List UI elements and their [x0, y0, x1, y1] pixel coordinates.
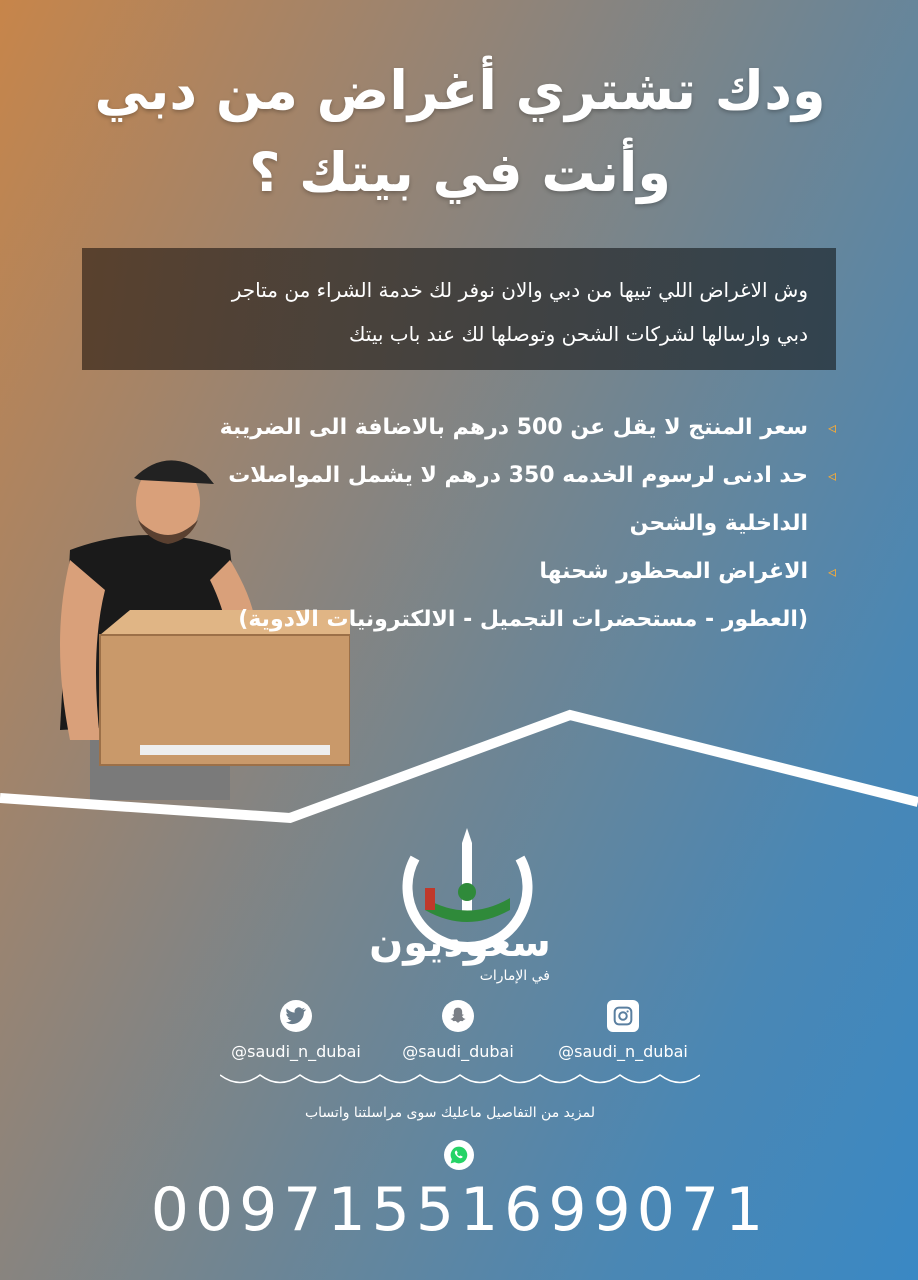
list-item: ◃ حد ادنى لرسوم الخدمه 350 درهم لا يشمل المواصلات الداخلية والشحن: [216, 452, 836, 548]
list-item: ◃ سعر المنتج لا يقل عن 500 درهم بالاضافة الى الضريبة: [216, 404, 836, 452]
headline: [60, 50, 860, 214]
list-item: ◃ الاغراض المحظور شحنها: [216, 548, 836, 596]
social-instagram[interactable]: [523, 1000, 723, 1061]
triangle-bullet-icon: ◃: [827, 418, 836, 437]
twitter-handle[interactable]: @saudi_n_dubai: [231, 1042, 361, 1061]
triangle-bullet-icon: ◃: [827, 562, 836, 581]
snapchat-handle[interactable]: @saudi_dubai: [402, 1042, 514, 1061]
contact-note: لمزيد من التفاصيل ماعليك سوى مراسلتنا واتساب: [304, 1105, 595, 1121]
brand-subtitle: في الإمارات: [479, 968, 550, 984]
instagram-icon[interactable]: [607, 1000, 639, 1032]
instagram-handle[interactable]: @saudi_n_dubai: [558, 1042, 688, 1061]
intro-line-2: دبي وارسالها لشركات الشحن وتوصلها لك عند باب بيتك: [348, 322, 808, 346]
headline-line-1: ودك تشتري أغراض من دبي: [94, 59, 826, 122]
scalloped-divider: [220, 1070, 700, 1090]
twitter-icon[interactable]: [280, 1000, 312, 1032]
headline-line-2: وأنت في بيتك ؟: [249, 141, 671, 204]
conditions-list: [216, 404, 836, 644]
brand-name: سعوديون: [369, 920, 551, 966]
white-wave-divider: [0, 700, 918, 840]
prohibited-items: (العطور - مستحضرات التجميل - الالكترونيات الادوية): [238, 607, 808, 632]
triangle-bullet-icon: ◃: [827, 466, 836, 485]
intro-box: [82, 248, 836, 370]
snapchat-icon[interactable]: [442, 1000, 474, 1032]
phone-number[interactable]: 00971551699071: [150, 1175, 770, 1245]
whatsapp-icon[interactable]: [444, 1140, 474, 1170]
intro-line-1: وش الاغراض اللي تبيها من دبي والان نوفر لك خدمة الشراء من متاجر: [231, 278, 808, 302]
